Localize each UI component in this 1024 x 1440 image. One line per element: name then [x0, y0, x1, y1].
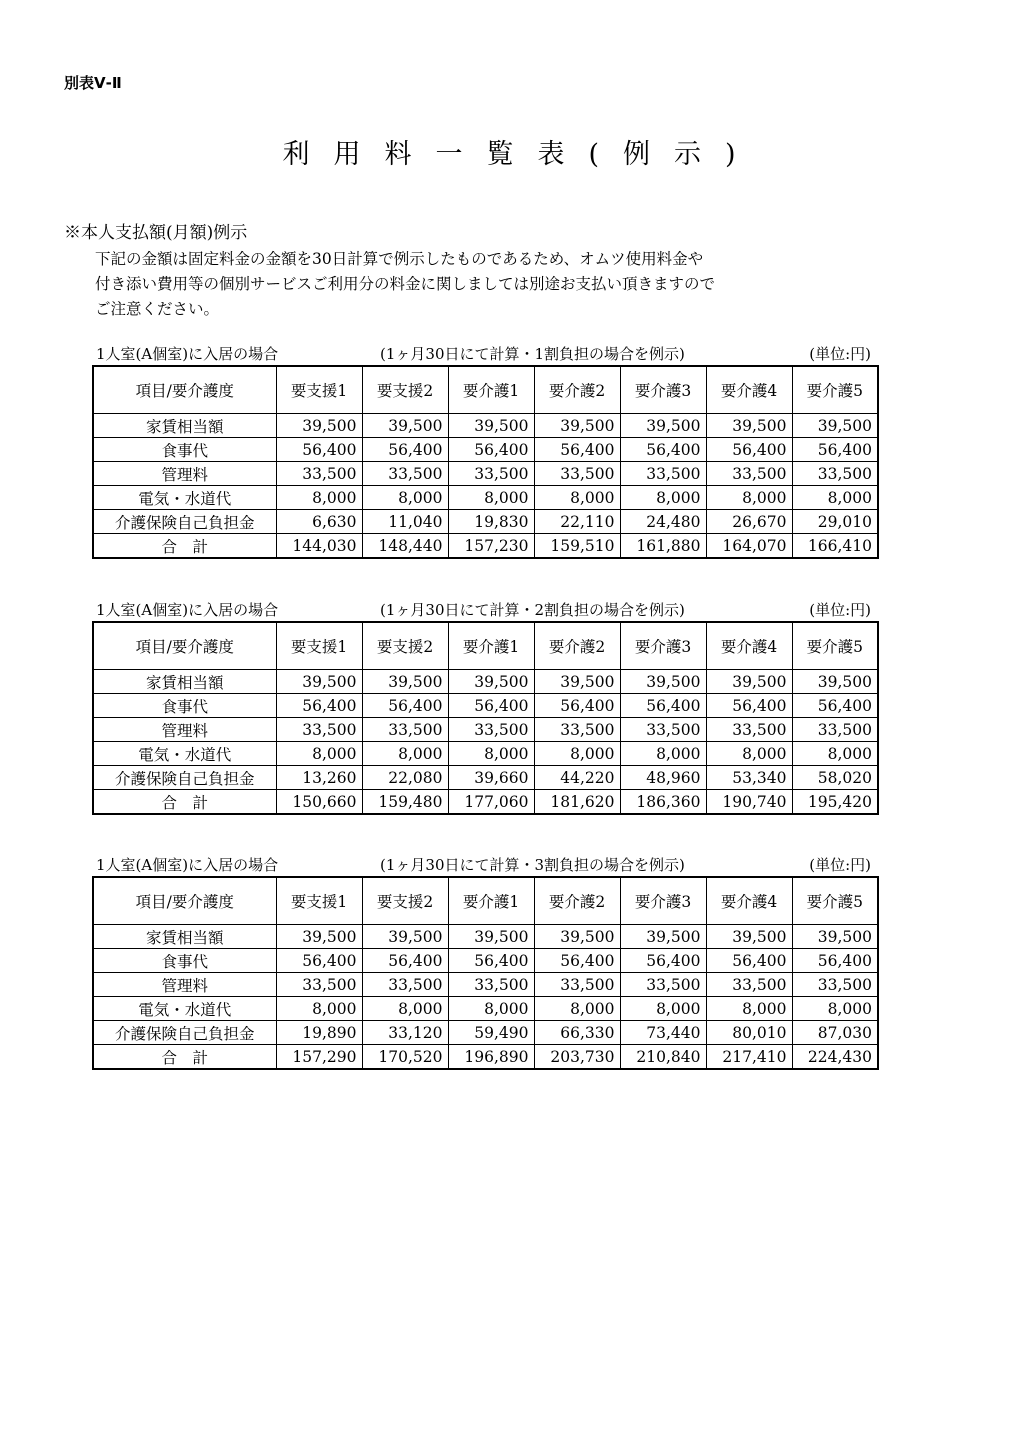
- fee-value: 39,500: [620, 414, 706, 438]
- row-label: 電気・水道代: [93, 486, 276, 510]
- fee-value: 164,070: [706, 534, 792, 559]
- table-caption: [92, 854, 879, 876]
- fee-value: 148,440: [362, 534, 448, 559]
- fee-value: 8,000: [534, 742, 620, 766]
- fee-value: 56,400: [362, 949, 448, 973]
- column-header: 要介護2: [534, 877, 620, 925]
- fee-value: 59,490: [448, 1021, 534, 1045]
- fee-value: 39,500: [362, 925, 448, 949]
- fee-value: 80,010: [706, 1021, 792, 1045]
- fee-value: 159,480: [362, 790, 448, 815]
- fee-value: 181,620: [534, 790, 620, 815]
- table-row: [93, 790, 878, 815]
- fee-value: 170,520: [362, 1045, 448, 1070]
- column-header: 要介護5: [792, 622, 878, 670]
- table-header-row: [93, 366, 878, 414]
- fee-value: 33,500: [792, 718, 878, 742]
- note-line: 下記の金額は固定料金の金額を30日計算で例示したものであるため、オムツ使用料金や: [95, 250, 704, 268]
- appendix-label: 別表Ⅴ-Ⅱ: [64, 74, 122, 92]
- table-caption-room: 1人室(A個室)に入居の場合: [96, 856, 279, 874]
- fee-value: 8,000: [792, 742, 878, 766]
- fee-value: 144,030: [276, 534, 362, 559]
- fee-value: 224,430: [792, 1045, 878, 1070]
- fee-value: 39,660: [448, 766, 534, 790]
- fee-value: 8,000: [792, 997, 878, 1021]
- table-header-row: [93, 622, 878, 670]
- table-caption-room: 1人室(A個室)に入居の場合: [96, 345, 279, 363]
- fee-value: 39,500: [534, 670, 620, 694]
- table-row: [93, 534, 878, 559]
- fee-value: 33,500: [448, 462, 534, 486]
- fee-value: 33,500: [276, 718, 362, 742]
- table-row: [93, 414, 878, 438]
- table-row: [93, 1045, 878, 1070]
- column-header: 要介護4: [706, 877, 792, 925]
- note-line: ご注意ください。: [95, 300, 220, 318]
- fee-value: 8,000: [534, 486, 620, 510]
- table-caption: [92, 599, 879, 621]
- fee-value: 166,410: [792, 534, 878, 559]
- fee-value: 8,000: [706, 486, 792, 510]
- column-header: 要支援1: [276, 366, 362, 414]
- fee-value: 157,230: [448, 534, 534, 559]
- column-header: 要介護4: [706, 622, 792, 670]
- fee-value: 33,500: [448, 718, 534, 742]
- fee-value: 24,480: [620, 510, 706, 534]
- table-unit-label: (単位:円): [809, 601, 871, 619]
- table-row: [93, 742, 878, 766]
- fee-value: 39,500: [276, 670, 362, 694]
- fee-value: 8,000: [620, 742, 706, 766]
- fee-table-block: [92, 854, 879, 1070]
- fee-value: 87,030: [792, 1021, 878, 1045]
- fee-value: 48,960: [620, 766, 706, 790]
- fee-table-block: [92, 599, 879, 815]
- column-header: 要介護1: [448, 877, 534, 925]
- table-row: [93, 997, 878, 1021]
- fee-value: 33,500: [620, 973, 706, 997]
- row-label: 介護保険自己負担金: [93, 766, 276, 790]
- fee-value: 39,500: [792, 670, 878, 694]
- fee-value: 39,500: [792, 925, 878, 949]
- table-caption: [92, 343, 879, 365]
- fee-table: [92, 876, 879, 1070]
- fee-value: 58,020: [792, 766, 878, 790]
- fee-value: 53,340: [706, 766, 792, 790]
- fee-value: 56,400: [362, 438, 448, 462]
- fee-value: 8,000: [534, 997, 620, 1021]
- row-label: 合 計: [93, 534, 276, 559]
- fee-value: 56,400: [276, 694, 362, 718]
- fee-value: 33,500: [362, 718, 448, 742]
- fee-value: 33,500: [706, 718, 792, 742]
- note-heading: ※本人支払額(月額)例示: [64, 223, 248, 243]
- fee-value: 39,500: [448, 414, 534, 438]
- column-header: 要介護1: [448, 622, 534, 670]
- fee-value: 39,500: [620, 670, 706, 694]
- table-caption-basis: (1ヶ月30日にて計算・1割負担の場合を例示): [380, 345, 685, 363]
- fee-value: 33,500: [534, 462, 620, 486]
- column-header: 要介護1: [448, 366, 534, 414]
- table-caption-basis: (1ヶ月30日にて計算・3割負担の場合を例示): [380, 856, 685, 874]
- fee-value: 8,000: [706, 997, 792, 1021]
- row-label: 食事代: [93, 438, 276, 462]
- row-label: 家賃相当額: [93, 414, 276, 438]
- fee-value: 56,400: [792, 438, 878, 462]
- fee-value: 8,000: [448, 997, 534, 1021]
- fee-value: 203,730: [534, 1045, 620, 1070]
- fee-value: 33,500: [362, 462, 448, 486]
- row-label: 電気・水道代: [93, 997, 276, 1021]
- column-header: 要介護3: [620, 366, 706, 414]
- fee-value: 56,400: [620, 438, 706, 462]
- fee-value: 8,000: [362, 486, 448, 510]
- row-label: 食事代: [93, 694, 276, 718]
- table-unit-label: (単位:円): [809, 345, 871, 363]
- column-header: 要介護3: [620, 877, 706, 925]
- fee-value: 56,400: [448, 949, 534, 973]
- fee-value: 56,400: [448, 438, 534, 462]
- fee-value: 22,110: [534, 510, 620, 534]
- column-header: 要介護2: [534, 366, 620, 414]
- row-label: 合 計: [93, 1045, 276, 1070]
- fee-value: 8,000: [276, 486, 362, 510]
- fee-value: 159,510: [534, 534, 620, 559]
- fee-value: 39,500: [448, 670, 534, 694]
- table-row: [93, 949, 878, 973]
- table-unit-label: (単位:円): [809, 856, 871, 874]
- row-label: 家賃相当額: [93, 670, 276, 694]
- fee-value: 56,400: [276, 949, 362, 973]
- fee-value: 210,840: [620, 1045, 706, 1070]
- row-label: 管理料: [93, 462, 276, 486]
- table-caption-basis: (1ヶ月30日にて計算・2割負担の場合を例示): [380, 601, 685, 619]
- fee-value: 8,000: [706, 742, 792, 766]
- fee-value: 22,080: [362, 766, 448, 790]
- fee-value: 39,500: [448, 925, 534, 949]
- column-header: 項目/要介護度: [93, 877, 276, 925]
- fee-value: 56,400: [706, 438, 792, 462]
- fee-value: 39,500: [362, 670, 448, 694]
- note-line: 付き添い費用等の個別サービスご利用分の料金に関しましては別途お支払い頂きますので: [95, 275, 716, 293]
- fee-value: 33,500: [448, 973, 534, 997]
- fee-value: 33,500: [706, 462, 792, 486]
- fee-value: 44,220: [534, 766, 620, 790]
- fee-value: 33,500: [620, 718, 706, 742]
- column-header: 要支援2: [362, 622, 448, 670]
- table-row: [93, 438, 878, 462]
- fee-value: 56,400: [276, 438, 362, 462]
- fee-value: 217,410: [706, 1045, 792, 1070]
- fee-value: 39,500: [706, 670, 792, 694]
- fee-value: 66,330: [534, 1021, 620, 1045]
- fee-value: 56,400: [706, 694, 792, 718]
- row-label: 介護保険自己負担金: [93, 1021, 276, 1045]
- fee-value: 8,000: [362, 742, 448, 766]
- row-label: 管理料: [93, 973, 276, 997]
- fee-value: 33,500: [620, 462, 706, 486]
- fee-value: 8,000: [362, 997, 448, 1021]
- table-row: [93, 973, 878, 997]
- fee-value: 39,500: [706, 414, 792, 438]
- fee-value: 19,830: [448, 510, 534, 534]
- fee-value: 56,400: [620, 949, 706, 973]
- fee-value: 8,000: [448, 486, 534, 510]
- fee-value: 11,040: [362, 510, 448, 534]
- fee-value: 39,500: [534, 925, 620, 949]
- fee-value: 56,400: [534, 949, 620, 973]
- fee-value: 39,500: [706, 925, 792, 949]
- column-header: 要支援1: [276, 622, 362, 670]
- table-row: [93, 670, 878, 694]
- fee-value: 161,880: [620, 534, 706, 559]
- fee-value: 196,890: [448, 1045, 534, 1070]
- fee-value: 195,420: [792, 790, 878, 815]
- row-label: 介護保険自己負担金: [93, 510, 276, 534]
- fee-value: 56,400: [534, 438, 620, 462]
- fee-value: 33,500: [362, 973, 448, 997]
- fee-value: 177,060: [448, 790, 534, 815]
- column-header: 要支援2: [362, 877, 448, 925]
- fee-value: 56,400: [620, 694, 706, 718]
- table-row: [93, 462, 878, 486]
- fee-value: 8,000: [792, 486, 878, 510]
- row-label: 電気・水道代: [93, 742, 276, 766]
- fee-value: 33,500: [276, 462, 362, 486]
- fee-value: 6,630: [276, 510, 362, 534]
- fee-table-block: [92, 343, 879, 559]
- fee-value: 157,290: [276, 1045, 362, 1070]
- fee-value: 33,500: [792, 973, 878, 997]
- fee-value: 33,500: [534, 973, 620, 997]
- fee-value: 39,500: [534, 414, 620, 438]
- fee-table: [92, 365, 879, 559]
- fee-value: 13,260: [276, 766, 362, 790]
- fee-value: 39,500: [362, 414, 448, 438]
- fee-value: 190,740: [706, 790, 792, 815]
- fee-value: 56,400: [792, 694, 878, 718]
- fee-value: 33,500: [706, 973, 792, 997]
- table-row: [93, 694, 878, 718]
- column-header: 項目/要介護度: [93, 622, 276, 670]
- fee-value: 19,890: [276, 1021, 362, 1045]
- fee-value: 39,500: [276, 414, 362, 438]
- fee-value: 33,500: [792, 462, 878, 486]
- column-header: 要介護5: [792, 366, 878, 414]
- row-label: 合 計: [93, 790, 276, 815]
- column-header: 項目/要介護度: [93, 366, 276, 414]
- fee-value: 56,400: [706, 949, 792, 973]
- row-label: 管理料: [93, 718, 276, 742]
- fee-value: 56,400: [362, 694, 448, 718]
- fee-value: 56,400: [792, 949, 878, 973]
- fee-value: 8,000: [276, 742, 362, 766]
- column-header: 要介護2: [534, 622, 620, 670]
- column-header: 要支援2: [362, 366, 448, 414]
- table-row: [93, 766, 878, 790]
- fee-value: 39,500: [792, 414, 878, 438]
- fee-table: [92, 621, 879, 815]
- fee-value: 8,000: [620, 486, 706, 510]
- column-header: 要支援1: [276, 877, 362, 925]
- fee-value: 8,000: [620, 997, 706, 1021]
- fee-value: 56,400: [534, 694, 620, 718]
- fee-value: 56,400: [448, 694, 534, 718]
- fee-value: 33,500: [276, 973, 362, 997]
- table-row: [93, 486, 878, 510]
- fee-value: 186,360: [620, 790, 706, 815]
- fee-value: 33,500: [534, 718, 620, 742]
- column-header: 要介護5: [792, 877, 878, 925]
- row-label: 家賃相当額: [93, 925, 276, 949]
- row-label: 食事代: [93, 949, 276, 973]
- table-row: [93, 1021, 878, 1045]
- column-header: 要介護4: [706, 366, 792, 414]
- table-row: [93, 925, 878, 949]
- table-caption-room: 1人室(A個室)に入居の場合: [96, 601, 279, 619]
- table-row: [93, 718, 878, 742]
- column-header: 要介護3: [620, 622, 706, 670]
- fee-value: 8,000: [276, 997, 362, 1021]
- fee-value: 39,500: [276, 925, 362, 949]
- table-row: [93, 510, 878, 534]
- fee-value: 33,120: [362, 1021, 448, 1045]
- fee-value: 29,010: [792, 510, 878, 534]
- fee-value: 73,440: [620, 1021, 706, 1045]
- fee-value: 26,670: [706, 510, 792, 534]
- fee-value: 150,660: [276, 790, 362, 815]
- fee-value: 39,500: [620, 925, 706, 949]
- table-header-row: [93, 877, 878, 925]
- page-title: 利用料一覧表(例示): [282, 139, 760, 170]
- fee-value: 8,000: [448, 742, 534, 766]
